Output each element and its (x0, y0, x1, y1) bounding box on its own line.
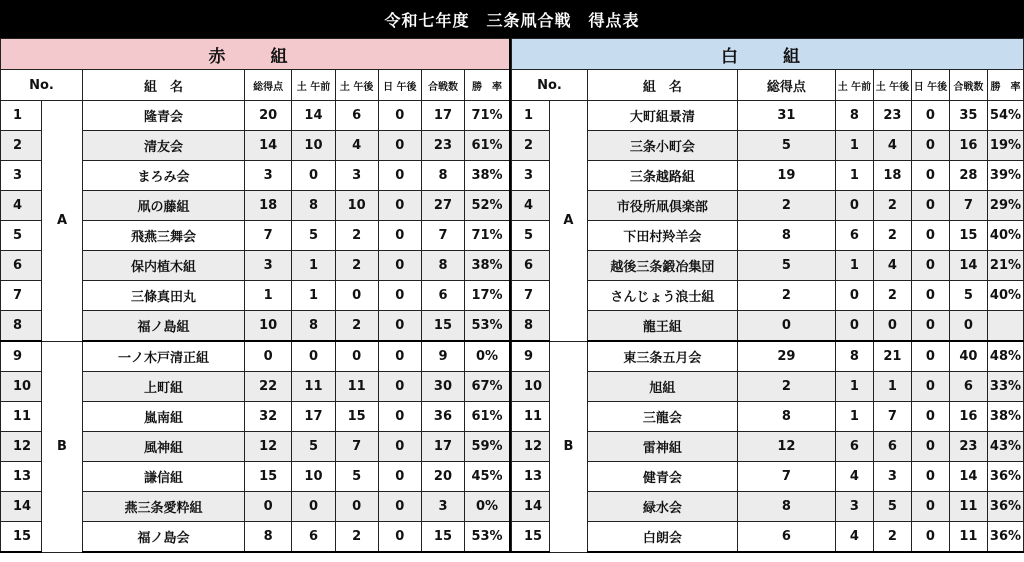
row-number-cell: 4 (511, 191, 549, 221)
row-number-cell: 7 (1, 281, 42, 311)
sat-pm-cell: 0 (873, 311, 911, 342)
total-score-cell: 18 (244, 191, 291, 221)
column-header-sat-am: 土 午前 (292, 70, 335, 101)
row-number-cell: 8 (511, 311, 549, 342)
sat-am-cell: 0 (835, 191, 873, 221)
sun-pm-cell: 0 (378, 432, 421, 462)
sat-pm-cell: 2 (873, 191, 911, 221)
sat-pm-cell: 2 (873, 221, 911, 251)
sat-pm-cell: 2 (335, 522, 378, 553)
total-score-cell: 20 (244, 101, 291, 131)
sat-pm-cell: 2 (335, 251, 378, 281)
row-number-cell: 14 (1, 492, 42, 522)
table-row (511, 191, 1023, 221)
sat-pm-cell: 2 (335, 221, 378, 251)
total-score-cell: 3 (244, 251, 291, 281)
total-score-cell: 7 (737, 462, 835, 492)
battles-cell: 36 (421, 402, 464, 432)
sat-am-cell: 0 (835, 281, 873, 311)
total-score-cell: 32 (244, 402, 291, 432)
column-header-name: 組 名 (83, 70, 245, 101)
group-name-cell: 福ノ島会 (83, 522, 245, 553)
group-name-cell: 三條真田丸 (83, 281, 245, 311)
group-name-cell: さんじょう浪士組 (587, 281, 737, 311)
sun-pm-cell: 0 (378, 522, 421, 553)
group-name-cell: 上町組 (83, 372, 245, 402)
column-header-sun-pm: 日 午後 (378, 70, 421, 101)
sat-am-cell: 8 (292, 191, 335, 221)
win-rate-cell: 39% (987, 161, 1023, 191)
win-rate-cell: 40% (987, 221, 1023, 251)
group-name-cell: 市役所凧倶楽部 (587, 191, 737, 221)
column-header-sun-pm: 日 午後 (911, 70, 949, 101)
battles-cell: 27 (421, 191, 464, 221)
table-row (511, 101, 1023, 131)
table-row (511, 161, 1023, 191)
table-row (511, 221, 1023, 251)
table-row (511, 402, 1023, 432)
total-score-cell: 0 (737, 311, 835, 342)
total-score-cell: 2 (737, 191, 835, 221)
sat-pm-cell: 11 (335, 372, 378, 402)
sun-pm-cell: 0 (911, 131, 949, 161)
battles-cell: 0 (949, 311, 987, 342)
sat-pm-cell: 0 (335, 341, 378, 372)
sat-am-cell: 1 (292, 281, 335, 311)
row-number-cell: 3 (1, 161, 42, 191)
block-label-cell: B (549, 341, 587, 552)
battles-cell: 5 (949, 281, 987, 311)
group-name-cell: 大町組景清 (587, 101, 737, 131)
sat-pm-cell: 0 (335, 492, 378, 522)
group-name-cell: 風神組 (83, 432, 245, 462)
battles-cell: 20 (421, 462, 464, 492)
win-rate-cell: 17% (465, 281, 510, 311)
table-row (511, 251, 1023, 281)
win-rate-cell: 54% (987, 101, 1023, 131)
win-rate-cell: 61% (465, 402, 510, 432)
sat-am-cell: 5 (292, 432, 335, 462)
table-row (1, 101, 510, 131)
total-score-cell: 29 (737, 341, 835, 372)
column-header-total: 総得点 (737, 70, 835, 101)
group-name-cell: 三条越路組 (587, 161, 737, 191)
sat-am-cell: 0 (835, 311, 873, 342)
sun-pm-cell: 0 (911, 522, 949, 553)
sun-pm-cell: 0 (911, 281, 949, 311)
row-number-cell: 15 (511, 522, 549, 553)
row-number-cell: 12 (1, 432, 42, 462)
sun-pm-cell: 0 (378, 251, 421, 281)
sun-pm-cell: 0 (911, 191, 949, 221)
battles-cell: 15 (949, 221, 987, 251)
sat-pm-cell: 4 (335, 131, 378, 161)
group-name-cell: 越後三条鍛冶集団 (587, 251, 737, 281)
column-header-battles: 合戦数 (949, 70, 987, 101)
group-name-cell: 凧の藤組 (83, 191, 245, 221)
battles-cell: 7 (421, 221, 464, 251)
battles-cell: 16 (949, 131, 987, 161)
table-row (511, 281, 1023, 311)
row-number-cell: 5 (1, 221, 42, 251)
sat-pm-cell: 2 (873, 281, 911, 311)
table-row (1, 341, 510, 372)
sun-pm-cell: 0 (911, 221, 949, 251)
row-number-cell: 2 (511, 131, 549, 161)
sun-pm-cell: 0 (911, 432, 949, 462)
row-number-cell: 13 (511, 462, 549, 492)
table-row (511, 432, 1023, 462)
scoreboard (0, 38, 1024, 553)
column-header-total: 総得点 (244, 70, 291, 101)
sat-pm-cell: 7 (335, 432, 378, 462)
group-name-cell: まろみ会 (83, 161, 245, 191)
red-team-table (0, 38, 511, 553)
win-rate-cell: 33% (987, 372, 1023, 402)
win-rate-cell: 38% (465, 251, 510, 281)
sun-pm-cell: 0 (911, 341, 949, 372)
sat-am-cell: 8 (292, 311, 335, 342)
battles-cell: 23 (949, 432, 987, 462)
column-header-sat-pm: 土 午後 (335, 70, 378, 101)
sat-pm-cell: 3 (335, 161, 378, 191)
group-name-cell: 一ノ木戸清正組 (83, 341, 245, 372)
battles-cell: 7 (949, 191, 987, 221)
sat-pm-cell: 5 (335, 462, 378, 492)
win-rate-cell: 0% (465, 492, 510, 522)
total-score-cell: 3 (244, 161, 291, 191)
sat-pm-cell: 15 (335, 402, 378, 432)
win-rate-cell (987, 311, 1023, 342)
sat-am-cell: 8 (835, 341, 873, 372)
total-score-cell: 0 (244, 341, 291, 372)
win-rate-cell: 36% (987, 492, 1023, 522)
column-header-sat-pm: 土 午後 (873, 70, 911, 101)
sat-pm-cell: 2 (873, 522, 911, 553)
column-header-no: No. (1, 70, 83, 101)
total-score-cell: 2 (737, 281, 835, 311)
battles-cell: 14 (949, 251, 987, 281)
total-score-cell: 22 (244, 372, 291, 402)
table-row (511, 372, 1023, 402)
sun-pm-cell: 0 (378, 131, 421, 161)
table-row (511, 492, 1023, 522)
sun-pm-cell: 0 (911, 161, 949, 191)
row-number-cell: 1 (1, 101, 42, 131)
sat-pm-cell: 0 (335, 281, 378, 311)
sat-am-cell: 10 (292, 462, 335, 492)
sat-am-cell: 4 (835, 462, 873, 492)
battles-cell: 14 (949, 462, 987, 492)
group-name-cell: 緑水会 (587, 492, 737, 522)
total-score-cell: 7 (244, 221, 291, 251)
group-name-cell: 健青会 (587, 462, 737, 492)
sun-pm-cell: 0 (378, 462, 421, 492)
block-label-cell: A (42, 101, 83, 342)
win-rate-cell: 61% (465, 131, 510, 161)
sat-pm-cell: 1 (873, 372, 911, 402)
sat-am-cell: 14 (292, 101, 335, 131)
win-rate-cell: 67% (465, 372, 510, 402)
red-team-header: 赤 組 (1, 39, 510, 70)
battles-cell: 30 (421, 372, 464, 402)
row-number-cell: 11 (511, 402, 549, 432)
total-score-cell: 6 (737, 522, 835, 553)
row-number-cell: 2 (1, 131, 42, 161)
sat-am-cell: 17 (292, 402, 335, 432)
table-row (511, 341, 1023, 372)
win-rate-cell: 38% (987, 402, 1023, 432)
sat-pm-cell: 4 (873, 131, 911, 161)
win-rate-cell: 43% (987, 432, 1023, 462)
win-rate-cell: 0% (465, 341, 510, 372)
sun-pm-cell: 0 (911, 251, 949, 281)
sun-pm-cell: 0 (911, 492, 949, 522)
column-header-no: No. (511, 70, 587, 101)
win-rate-cell: 53% (465, 522, 510, 553)
group-name-cell: 飛燕三舞会 (83, 221, 245, 251)
battles-cell: 8 (421, 161, 464, 191)
row-number-cell: 10 (1, 372, 42, 402)
column-header-name: 組 名 (587, 70, 737, 101)
sun-pm-cell: 0 (911, 402, 949, 432)
row-number-cell: 11 (1, 402, 42, 432)
sat-am-cell: 8 (835, 101, 873, 131)
white-team-header: 白 組 (511, 39, 1023, 70)
row-number-cell: 9 (511, 341, 549, 372)
row-number-cell: 15 (1, 522, 42, 553)
sun-pm-cell: 0 (378, 341, 421, 372)
row-number-cell: 5 (511, 221, 549, 251)
row-number-cell: 6 (511, 251, 549, 281)
group-name-cell: 旭組 (587, 372, 737, 402)
total-score-cell: 10 (244, 311, 291, 342)
group-name-cell: 燕三条愛粋組 (83, 492, 245, 522)
sat-pm-cell: 7 (873, 402, 911, 432)
sun-pm-cell: 0 (378, 402, 421, 432)
block-label-cell: B (42, 341, 83, 552)
sat-am-cell: 1 (835, 131, 873, 161)
sat-am-cell: 3 (835, 492, 873, 522)
win-rate-cell: 53% (465, 311, 510, 342)
battles-cell: 11 (949, 492, 987, 522)
row-number-cell: 3 (511, 161, 549, 191)
win-rate-cell: 48% (987, 341, 1023, 372)
sat-pm-cell: 2 (335, 311, 378, 342)
sun-pm-cell: 0 (378, 281, 421, 311)
column-header-battles: 合戦数 (421, 70, 464, 101)
battles-cell: 17 (421, 101, 464, 131)
sun-pm-cell: 0 (911, 372, 949, 402)
sun-pm-cell: 0 (378, 101, 421, 131)
sat-am-cell: 1 (835, 372, 873, 402)
table-row (511, 311, 1023, 342)
win-rate-cell: 45% (465, 462, 510, 492)
sat-am-cell: 4 (835, 522, 873, 553)
battles-cell: 15 (421, 522, 464, 553)
win-rate-cell: 71% (465, 221, 510, 251)
sat-pm-cell: 4 (873, 251, 911, 281)
sat-pm-cell: 3 (873, 462, 911, 492)
battles-cell: 23 (421, 131, 464, 161)
total-score-cell: 0 (244, 492, 291, 522)
sat-am-cell: 5 (292, 221, 335, 251)
win-rate-cell: 40% (987, 281, 1023, 311)
sat-am-cell: 1 (835, 161, 873, 191)
total-score-cell: 5 (737, 131, 835, 161)
sun-pm-cell: 0 (911, 462, 949, 492)
battles-cell: 40 (949, 341, 987, 372)
group-name-cell: 保内植木組 (83, 251, 245, 281)
sun-pm-cell: 0 (378, 191, 421, 221)
battles-cell: 11 (949, 522, 987, 553)
group-name-cell: 白朗会 (587, 522, 737, 553)
row-number-cell: 8 (1, 311, 42, 342)
sun-pm-cell: 0 (378, 161, 421, 191)
table-row (511, 131, 1023, 161)
total-score-cell: 8 (244, 522, 291, 553)
sat-pm-cell: 23 (873, 101, 911, 131)
win-rate-cell: 21% (987, 251, 1023, 281)
sun-pm-cell: 0 (378, 372, 421, 402)
battles-cell: 28 (949, 161, 987, 191)
sat-am-cell: 0 (292, 492, 335, 522)
sun-pm-cell: 0 (378, 311, 421, 342)
row-number-cell: 10 (511, 372, 549, 402)
column-header-win-rate: 勝 率 (465, 70, 510, 101)
row-number-cell: 6 (1, 251, 42, 281)
total-score-cell: 5 (737, 251, 835, 281)
battles-cell: 16 (949, 402, 987, 432)
group-name-cell: 東三条五月会 (587, 341, 737, 372)
group-name-cell: 下田村羚羊会 (587, 221, 737, 251)
total-score-cell: 12 (244, 432, 291, 462)
win-rate-cell: 38% (465, 161, 510, 191)
group-name-cell: 嵐南組 (83, 402, 245, 432)
sat-pm-cell: 6 (335, 101, 378, 131)
sat-pm-cell: 18 (873, 161, 911, 191)
total-score-cell: 1 (244, 281, 291, 311)
total-score-cell: 14 (244, 131, 291, 161)
page-title: 令和七年度 三条凧合戦 得点表 (0, 0, 1024, 38)
battles-cell: 9 (421, 341, 464, 372)
row-number-cell: 1 (511, 101, 549, 131)
sun-pm-cell: 0 (378, 221, 421, 251)
sat-am-cell: 1 (835, 402, 873, 432)
win-rate-cell: 36% (987, 522, 1023, 553)
sat-am-cell: 10 (292, 131, 335, 161)
battles-cell: 17 (421, 432, 464, 462)
row-number-cell: 14 (511, 492, 549, 522)
battles-cell: 3 (421, 492, 464, 522)
total-score-cell: 12 (737, 432, 835, 462)
total-score-cell: 15 (244, 462, 291, 492)
win-rate-cell: 29% (987, 191, 1023, 221)
table-row (511, 462, 1023, 492)
row-number-cell: 7 (511, 281, 549, 311)
column-header-win-rate: 勝 率 (987, 70, 1023, 101)
win-rate-cell: 52% (465, 191, 510, 221)
sat-am-cell: 6 (835, 221, 873, 251)
battles-cell: 6 (421, 281, 464, 311)
block-label-cell: A (549, 101, 587, 342)
row-number-cell: 4 (1, 191, 42, 221)
win-rate-cell: 19% (987, 131, 1023, 161)
total-score-cell: 8 (737, 402, 835, 432)
sun-pm-cell: 0 (911, 311, 949, 342)
total-score-cell: 2 (737, 372, 835, 402)
sun-pm-cell: 0 (378, 492, 421, 522)
sun-pm-cell: 0 (911, 101, 949, 131)
sat-pm-cell: 21 (873, 341, 911, 372)
sat-am-cell: 11 (292, 372, 335, 402)
battles-cell: 15 (421, 311, 464, 342)
win-rate-cell: 59% (465, 432, 510, 462)
sat-am-cell: 6 (292, 522, 335, 553)
sat-am-cell: 1 (835, 251, 873, 281)
row-number-cell: 13 (1, 462, 42, 492)
sat-pm-cell: 6 (873, 432, 911, 462)
total-score-cell: 19 (737, 161, 835, 191)
sat-pm-cell: 10 (335, 191, 378, 221)
row-number-cell: 12 (511, 432, 549, 462)
sat-pm-cell: 5 (873, 492, 911, 522)
table-row (511, 522, 1023, 553)
total-score-cell: 8 (737, 221, 835, 251)
group-name-cell: 龍王組 (587, 311, 737, 342)
total-score-cell: 8 (737, 492, 835, 522)
battles-cell: 8 (421, 251, 464, 281)
column-header-sat-am: 土 午前 (835, 70, 873, 101)
row-number-cell: 9 (1, 341, 42, 372)
sat-am-cell: 0 (292, 161, 335, 191)
sat-am-cell: 1 (292, 251, 335, 281)
group-name-cell: 隆青会 (83, 101, 245, 131)
win-rate-cell: 71% (465, 101, 510, 131)
battles-cell: 6 (949, 372, 987, 402)
group-name-cell: 三条小町会 (587, 131, 737, 161)
white-team-table (511, 38, 1024, 553)
group-name-cell: 三龍会 (587, 402, 737, 432)
group-name-cell: 雷神組 (587, 432, 737, 462)
group-name-cell: 福ノ島組 (83, 311, 245, 342)
group-name-cell: 謙信組 (83, 462, 245, 492)
win-rate-cell: 36% (987, 462, 1023, 492)
sat-am-cell: 0 (292, 341, 335, 372)
battles-cell: 35 (949, 101, 987, 131)
sat-am-cell: 6 (835, 432, 873, 462)
group-name-cell: 清友会 (83, 131, 245, 161)
total-score-cell: 31 (737, 101, 835, 131)
